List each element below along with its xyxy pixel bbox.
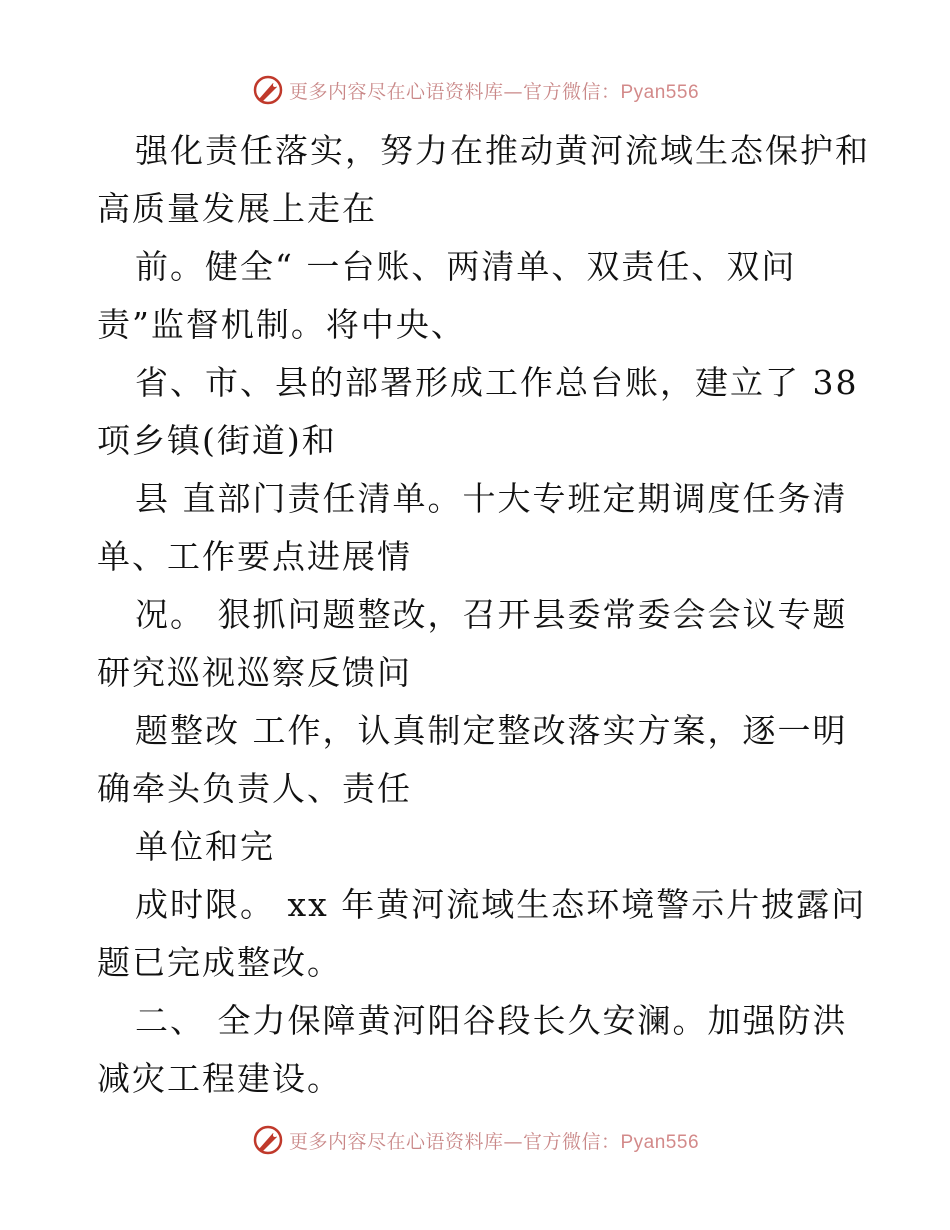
text-line: 成时限。 xx 年黄河流域生态环境警示片披露问 xyxy=(135,885,867,924)
text-line: 高质量发展上走在 xyxy=(97,189,377,228)
paragraph xyxy=(97,238,887,354)
text-line: 县 直部门责任清单。十大专班定期调度任务清 xyxy=(135,479,848,518)
pen-nib-logo-icon xyxy=(251,73,285,107)
watermark-text: 更多内容尽在心语资料库—官方微信：Pyan556 xyxy=(288,80,700,103)
paragraph xyxy=(97,702,887,818)
text-line: 减灾工程建设。 xyxy=(97,1059,342,1098)
text-line: 题整改 工作，认真制定整改落实方案，逐一明 xyxy=(135,711,848,750)
text-line: 单、工作要点进展情 xyxy=(97,537,412,576)
text-line: 单位和完 xyxy=(135,827,275,866)
pen-nib-logo-icon xyxy=(251,1123,285,1157)
text-line: 研究巡视巡察反馈问 xyxy=(97,653,412,692)
text-line: 确牵头负责人、责任 xyxy=(97,769,412,808)
text-line: 省、市、县的部署形成工作总台账，建立了 38 xyxy=(135,363,859,402)
text-line: 强化责任落实，努力在推动黄河流域生态保护和 xyxy=(135,131,870,170)
document-body xyxy=(97,122,887,1108)
text-line: 题已完成整改。 xyxy=(97,943,342,982)
paragraph xyxy=(97,470,887,586)
paragraph xyxy=(97,876,887,992)
paragraph xyxy=(97,818,887,876)
paragraph xyxy=(97,586,887,702)
paragraph xyxy=(97,122,887,238)
text-line: 项乡镇(街道)和 xyxy=(97,421,337,460)
paragraph xyxy=(97,354,887,470)
text-line: 二、 全力保障黄河阳谷段长久安澜。加强防洪 xyxy=(135,1001,848,1040)
watermark-footer xyxy=(0,1120,950,1160)
paragraph xyxy=(97,992,887,1108)
text-line: 况。 狠抓问题整改，召开县委常委会会议专题 xyxy=(135,595,848,634)
text-line: 责”监督机制。将中央、 xyxy=(97,305,466,344)
watermark-text: 更多内容尽在心语资料库—官方微信：Pyan556 xyxy=(288,1130,700,1153)
watermark-header xyxy=(0,70,950,110)
text-line: 前。健全“ 一台账、两清单、双责任、双问 xyxy=(135,247,797,286)
